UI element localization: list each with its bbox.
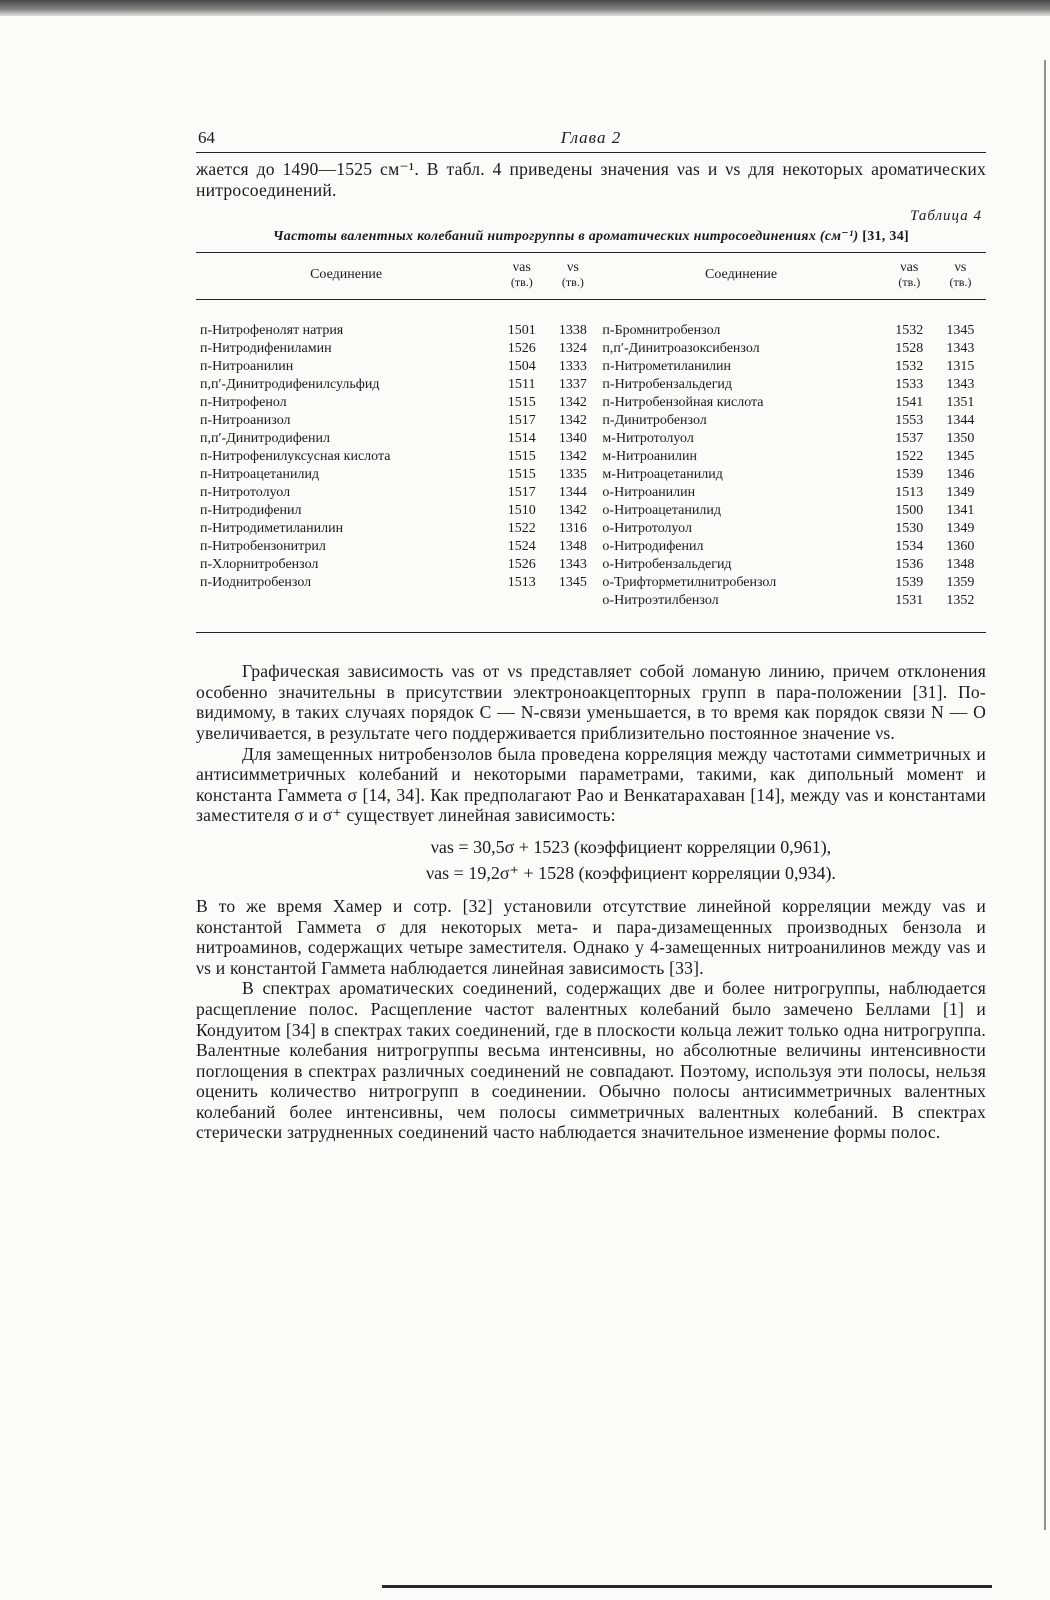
cell-nu-s-right: 1346 xyxy=(946,467,975,483)
table-row xyxy=(196,430,986,448)
cell-nu-as-right: 1533 xyxy=(895,377,924,393)
header-state: (тв.) xyxy=(561,275,584,290)
table-row xyxy=(196,592,986,633)
table-row xyxy=(196,574,986,592)
cell-nu-as-right: 1531 xyxy=(895,593,924,609)
table-title-refs: [31, 34] xyxy=(862,229,909,245)
cell-nu-s-left: 1342 xyxy=(558,449,587,465)
cell-nu-s-left: 1340 xyxy=(558,431,587,447)
table-row xyxy=(196,484,986,502)
header-compound-left: Соединение xyxy=(310,267,383,283)
page-number: 64 xyxy=(198,128,215,147)
cell-nu-s-left: 1342 xyxy=(558,395,587,411)
table-number: Таблица 4 xyxy=(910,208,982,225)
table-header-row xyxy=(196,253,986,300)
cell-compound-right: м-Нитроанилин xyxy=(602,449,698,465)
cell-compound-right: о-Нитродифенил xyxy=(602,539,704,555)
header-nu-as-left xyxy=(496,253,547,300)
cell-compound-right: м-Нитроацетанилид xyxy=(602,467,723,483)
cell-nu-as-left: 1517 xyxy=(507,413,536,429)
cell-nu-s-left: 1335 xyxy=(558,467,587,483)
table-row xyxy=(196,376,986,394)
cell-compound-right: о-Нитроанилин xyxy=(602,485,696,501)
cell-nu-s-left: 1345 xyxy=(558,575,587,591)
table-row xyxy=(196,466,986,484)
cell-nu-s-left: 1324 xyxy=(558,341,587,357)
cell-compound-right: п-Нитробензойная кислота xyxy=(602,395,764,411)
cell-compound-left: п-Хлорнитробензол xyxy=(200,557,319,573)
cell-compound-left: п-Нитрофенолят натрия xyxy=(200,323,344,339)
cell-nu-s-right: 1341 xyxy=(946,503,975,519)
frequency-table xyxy=(196,252,986,633)
cell-compound-right: п,п′-Динитроазоксибензол xyxy=(602,341,760,357)
cell-nu-s-right: 1348 xyxy=(946,557,975,573)
cell-compound-left: п-Нитробензонитрил xyxy=(200,539,326,555)
cell-nu-s-left: 1348 xyxy=(558,539,587,555)
header-nu-s-symbol: νs xyxy=(954,260,967,276)
cell-nu-as-right: 1553 xyxy=(895,413,924,429)
cell-nu-as-right: 1532 xyxy=(895,323,924,339)
table-title-text: Частоты валентных колебаний нитрогруппы в ароматических нитросоединениях (см⁻¹) xyxy=(273,229,859,245)
cell-compound-left: п-Нитродифениламин xyxy=(200,341,332,357)
cell-nu-s-right: 1360 xyxy=(946,539,975,555)
cell-compound-left: п-Нитрофенол xyxy=(200,395,287,411)
scan-top-edge xyxy=(0,0,1050,16)
cell-nu-as-right: 1534 xyxy=(895,539,924,555)
table-row xyxy=(196,538,986,556)
cell-nu-as-left: 1501 xyxy=(507,323,536,339)
cell-nu-as-left: 1511 xyxy=(508,377,536,393)
header-state: (тв.) xyxy=(510,275,533,290)
cell-nu-as-right: 1500 xyxy=(895,503,924,519)
cell-compound-right: о-Нитротолуол xyxy=(602,521,692,537)
scan-bottom-line xyxy=(382,1585,992,1588)
header-nu-s-left xyxy=(547,253,598,300)
cell-nu-s-right: 1343 xyxy=(946,341,975,357)
cell-compound-left: п,п′-Динитродифенил xyxy=(200,431,330,447)
cell-nu-s-right: 1344 xyxy=(946,413,975,429)
cell-nu-as-left: 1526 xyxy=(507,341,536,357)
cell-compound-right: п-Бромнитробензол xyxy=(602,323,721,339)
paragraph-1: Графическая зависимость νas от νs представляет собой ломаную линию, причем отклонения особенно значительны в присутствии электроноакцепторных групп в пара-положении [31]. По-видимому, в таких случаях порядок С — N-связи уменьшается, в то время как порядок связи N — O увеличивается, в результате чего поддерживается приблизительно постоянное значение νs. xyxy=(196,661,986,743)
cell-nu-as-left: 1526 xyxy=(507,557,536,573)
cell-compound-left xyxy=(196,592,496,633)
cell-compound-left: п-Нитроанилин xyxy=(200,359,294,375)
cell-nu-as-right: 1536 xyxy=(895,557,924,573)
table-row xyxy=(196,340,986,358)
cell-nu-s-right: 1349 xyxy=(946,521,975,537)
cell-nu-s-left: 1338 xyxy=(558,323,587,339)
cell-compound-left: п-Нитродифенил xyxy=(200,503,302,519)
header-nu-as-symbol: νas xyxy=(512,260,531,276)
cell-compound-right: о-Нитробензальдегид xyxy=(602,557,732,573)
cell-nu-s-right: 1315 xyxy=(946,359,975,375)
scan-right-edge xyxy=(1044,60,1046,1530)
table-row xyxy=(196,448,986,466)
cell-nu-s-right: 1350 xyxy=(946,431,975,447)
table-row xyxy=(196,556,986,574)
cell-nu-s-right: 1351 xyxy=(946,395,975,411)
cell-nu-as-left: 1504 xyxy=(507,359,536,375)
cell-compound-right: п-Нитрометиланилин xyxy=(602,359,732,375)
cell-compound-right: п-Нитробензальдегид xyxy=(602,377,733,393)
cell-nu-as-right: 1537 xyxy=(895,431,924,447)
cell-nu-s-right: 1343 xyxy=(946,377,975,393)
cell-nu-as-left xyxy=(496,592,547,633)
table-row xyxy=(196,394,986,412)
cell-nu-as-left: 1515 xyxy=(507,395,536,411)
table-row xyxy=(196,300,986,341)
cell-compound-right: о-Нитроэтилбензол xyxy=(602,593,719,609)
table-row xyxy=(196,412,986,430)
paragraph-3: В то же время Хамер и сотр. [32] установили отсутствие линейной корреляции между νas и константой Гаммета σ для некоторых мета- и пара-дизамещенных производных бензола и нитроаминов, содержащих четыре заместителя. Однако у 4-замещенных нитроанилинов между νas и νs и константой Гаммета наблюдается линейная зависимость [33]. xyxy=(196,895,986,978)
equations-block xyxy=(196,834,986,886)
header-state: (тв.) xyxy=(949,275,972,290)
cell-nu-s-left: 1342 xyxy=(558,503,587,519)
cell-nu-as-left: 1515 xyxy=(507,467,536,483)
cell-nu-as-left: 1524 xyxy=(507,539,536,555)
cell-nu-as-left: 1513 xyxy=(507,575,536,591)
cell-compound-left: п-Нитрофенилуксусная кислота xyxy=(200,449,391,465)
cell-nu-s-left: 1333 xyxy=(558,359,587,375)
cell-nu-s-left: 1342 xyxy=(558,413,587,429)
cell-nu-s-right: 1359 xyxy=(946,575,975,591)
cell-nu-s-right: 1345 xyxy=(946,449,975,465)
header-nu-as-right xyxy=(884,253,935,300)
cell-nu-as-left: 1514 xyxy=(507,431,536,447)
header-compound-right: Соединение xyxy=(705,267,778,283)
cell-compound-left: п,п′-Динитродифенилсульфид xyxy=(200,377,380,393)
cell-nu-as-left: 1517 xyxy=(507,485,536,501)
cell-nu-as-right: 1528 xyxy=(895,341,924,357)
cell-nu-s-left: 1337 xyxy=(558,377,587,393)
cell-nu-s-right: 1345 xyxy=(946,323,975,339)
cell-nu-as-left: 1515 xyxy=(507,449,536,465)
cell-nu-s-right: 1352 xyxy=(946,593,975,609)
cell-nu-as-right: 1539 xyxy=(895,467,924,483)
cell-compound-left: п-Нитродиметиланилин xyxy=(200,521,344,537)
cell-nu-as-right: 1522 xyxy=(895,449,924,465)
cell-compound-right: м-Нитротолуол xyxy=(602,431,694,447)
book-page xyxy=(196,128,986,1143)
cell-compound-right: о-Трифторметилнитробензол xyxy=(602,575,777,591)
chapter-title: Глава 2 xyxy=(560,128,622,147)
equation-1: νas = 30,5σ + 1523 (коэффициент корреляции 0,961), xyxy=(430,836,832,857)
table-row xyxy=(196,358,986,376)
cell-compound-left: п-Нитроацетанилид xyxy=(200,467,320,483)
cell-compound-left: п-Иоднитробензол xyxy=(200,575,312,591)
table-row xyxy=(196,502,986,520)
cell-nu-as-right: 1532 xyxy=(895,359,924,375)
cell-nu-as-right: 1513 xyxy=(895,485,924,501)
cell-nu-as-right: 1541 xyxy=(895,395,924,411)
table-body xyxy=(196,300,986,633)
cell-compound-right: п-Динитробензол xyxy=(602,413,707,429)
header-nu-s-right xyxy=(935,253,986,300)
cell-nu-as-right: 1530 xyxy=(895,521,924,537)
cell-compound-left: п-Нитротолуол xyxy=(200,485,291,501)
equation-2: νas = 19,2σ⁺ + 1528 (коэффициент корреляции 0,934). xyxy=(426,862,836,883)
cell-nu-as-right: 1539 xyxy=(895,575,924,591)
cell-compound-right: о-Нитроацетанилид xyxy=(602,503,721,519)
cell-nu-s-left: 1344 xyxy=(558,485,587,501)
running-head xyxy=(196,128,986,153)
header-nu-as-symbol: νas xyxy=(900,260,919,276)
paragraph-4: В спектрах ароматических соединений, содержащих две и более нитрогруппы, наблюдается расщепление полос. Расщепление частот валентных колебаний было замечено Беллами [1] и Кондуитом [34] в спектрах таких соединений, где в плоскости кольца лежит только одна нитрогруппа. Валентные колебания нитрогруппы весьма интенсивны, но абсолютные величины интенсивности поглощения в спектрах различных соединений не совпадают. Поэтому, используя эти полосы, нельзя оценить количество нитрогрупп в соединении. Обычно полосы антисимметричных валентных колебаний более интенсивны, чем полосы симметричных валентных колебаний. В спектрах стерически затрудненных соединений часто наблюдается значительное изменение формы полос. xyxy=(196,978,986,1143)
intro-paragraph: жается до 1490—1525 см⁻¹. В табл. 4 приведены значения νas и νs для некоторых ароматических нитросоединений. xyxy=(196,159,986,200)
cell-nu-s-right: 1349 xyxy=(946,485,975,501)
cell-compound-left: п-Нитроанизол xyxy=(200,413,291,429)
table-title xyxy=(196,229,986,245)
cell-nu-as-left: 1522 xyxy=(507,521,536,537)
header-state: (тв.) xyxy=(898,275,921,290)
paragraph-2: Для замещенных нитробензолов была проведена корреляция между частотами симметричных и антисимметричных колебаний и некоторыми параметрами, такими, как дипольный момент и константа Гаммета σ [14, 34]. Как предполагают Рао и Венкатарахаван [14], между νas и константами заместителя σ и σ⁺ существует линейная зависимость: xyxy=(196,743,986,826)
cell-nu-s-left xyxy=(547,592,598,633)
cell-nu-s-left: 1316 xyxy=(558,521,587,537)
header-nu-s-symbol: νs xyxy=(566,260,579,276)
table-row xyxy=(196,520,986,538)
cell-nu-s-left: 1343 xyxy=(558,557,587,573)
cell-nu-as-left: 1510 xyxy=(507,503,536,519)
